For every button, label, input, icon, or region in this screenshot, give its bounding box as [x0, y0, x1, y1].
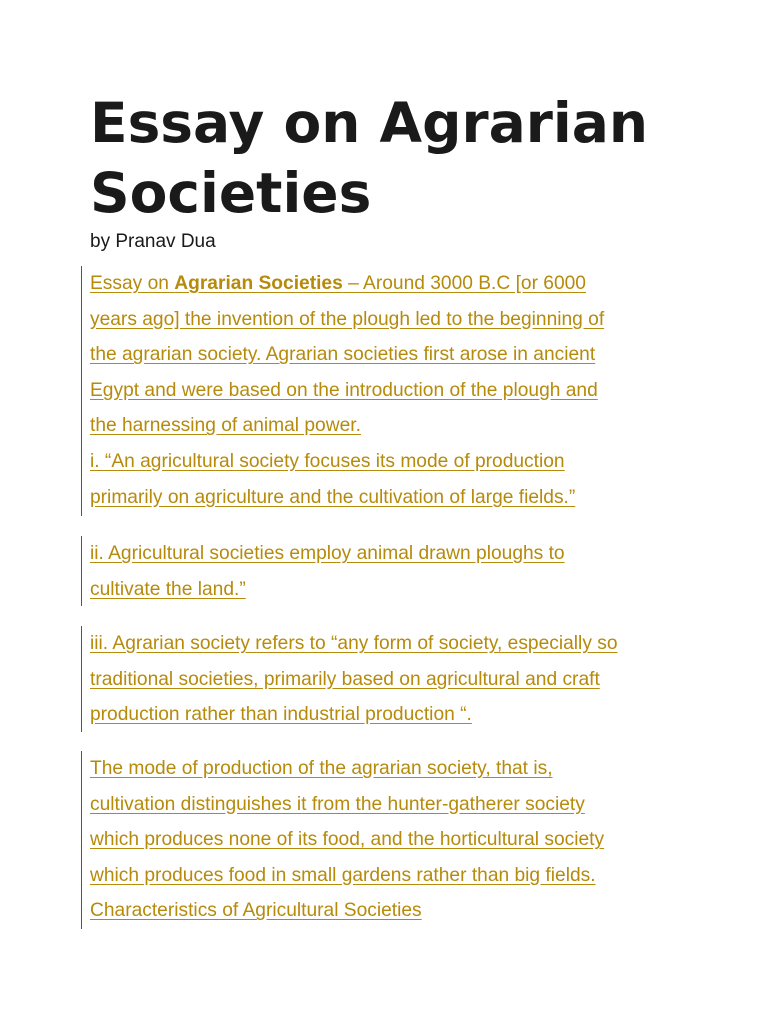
- excerpt-link-line[interactable]: cultivate the land.”: [90, 578, 246, 600]
- excerpt-link-line[interactable]: which produces food in small gardens rather than big fields.: [90, 864, 596, 886]
- link-text: – Around 3000 B.C [or 6000: [342, 273, 586, 294]
- excerpt-link-line[interactable]: production rather than industrial production “.: [90, 704, 472, 726]
- section-heading-link[interactable]: Characteristics of Agricultural Societies: [90, 900, 422, 922]
- excerpt-link-line[interactable]: ii. Agricultural societies employ animal drawn ploughs to: [90, 543, 565, 564]
- excerpt-block-2: [81, 536, 730, 606]
- excerpt-link-line[interactable]: years ago] the invention of the plough led to the beginning of: [90, 308, 605, 330]
- excerpt-link-line[interactable]: which produces none of its food, and the horticultural society: [90, 829, 605, 851]
- excerpt-link-line[interactable]: i. “An agricultural society focuses its mode of production: [90, 450, 565, 472]
- excerpt-paragraph: [90, 536, 730, 607]
- excerpt-link-line[interactable]: The mode of production of the agrarian society, that is,: [90, 758, 553, 779]
- excerpt-paragraph: [90, 266, 730, 515]
- excerpt-block-4: [81, 751, 730, 929]
- link-text: Essay on: [90, 273, 175, 294]
- excerpt-paragraph: [90, 751, 730, 929]
- excerpt-link-line[interactable]: [90, 266, 730, 302]
- excerpt-link-line[interactable]: iii. Agrarian society refers to “any form of society, especially so: [90, 633, 618, 654]
- excerpt-link-line[interactable]: the harnessing of animal power.: [90, 415, 361, 437]
- link-bold-keyword: Agrarian Societies: [174, 273, 343, 294]
- author-byline: by Pranav Dua: [90, 231, 216, 252]
- document-title: Essay on Agrarian Societies: [90, 91, 648, 225]
- excerpt-block-1: [81, 266, 730, 516]
- excerpt-link-line[interactable]: the agrarian society. Agrarian societies first arose in ancient: [90, 344, 596, 366]
- excerpt-link-line[interactable]: traditional societies, primarily based on agricultural and craft: [90, 668, 600, 690]
- excerpt-paragraph: [90, 626, 730, 733]
- excerpt-link-line[interactable]: primarily on agriculture and the cultivation of large fields.”: [90, 486, 576, 508]
- excerpt-link-line[interactable]: Egypt and were based on the introduction of the plough and: [90, 379, 598, 401]
- excerpt-link-line[interactable]: cultivation distinguishes it from the hunter-gatherer society: [90, 793, 585, 815]
- excerpt-block-3: [81, 626, 730, 732]
